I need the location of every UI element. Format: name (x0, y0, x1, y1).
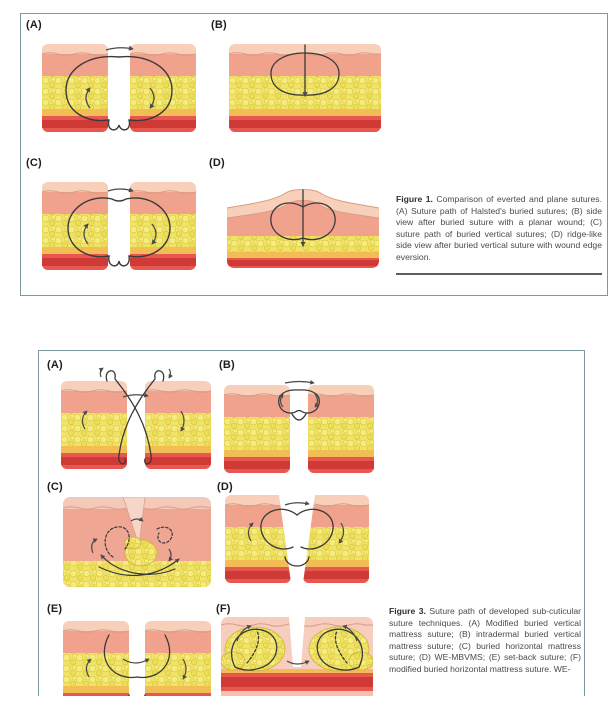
diagram-fig1-c-buried-vertical-suture (33, 176, 205, 276)
diagram-fig1-b-planar-wound-side-view (219, 38, 391, 138)
diagram-fig1-a-halsted-buried-suture (33, 38, 205, 138)
figure1-caption-rule (396, 273, 602, 275)
figure3-caption-text: Suture path of developed sub-cuticular suture techniques. (A) Modified buried vertical mattress suture; (B) intradermal buried vertical mattress suture; (C) buried horizontal mattress suture; (D) WE-MBVMS; (E) set-back suture; (F) modified buried horizontal mattress suture. WE- (389, 606, 581, 674)
diagram-fig3-a-modified-buried-vertical-mattress (55, 367, 215, 469)
figure3-panel-label-e: (E) (47, 603, 63, 615)
figure3-panel-label-d: (D) (217, 481, 233, 493)
figure1-panel-label-c: (C) (26, 157, 42, 169)
figure1-panel-label-a: (A) (26, 19, 42, 31)
figure1-panel-label-b: (B) (211, 19, 227, 31)
figure3-panel-label-f: (F) (216, 603, 231, 615)
diagram-fig3-e-set-back-suture (57, 615, 217, 696)
figure1-caption-text: Comparison of everted and plane sutures. (A) Suture path of Halsted's buried sutures; (B) side view after buried suture with a planar wound; (C) suture path of buried vertical sutures; (D) ridge-like side view after buried vertical suture with wound edge eversion. (396, 194, 602, 262)
figure1-caption-title: Figure 1. (396, 194, 433, 204)
figure3-caption (389, 606, 581, 676)
figure3-panel-label-b: (B) (219, 359, 235, 371)
diagram-fig3-c-buried-horizontal-mattress (57, 493, 217, 589)
figure1-caption (396, 194, 602, 275)
figure3-panel-label-c: (C) (47, 481, 63, 493)
diagram-fig3-f-modified-buried-horizontal-mattress (217, 615, 377, 696)
diagram-fig3-b-intradermal-buried-vertical-mattress (219, 379, 379, 475)
figure3-panel-label-a: (A) (47, 359, 63, 371)
figure1-box (20, 13, 608, 296)
figure1-panel-label-d: (D) (209, 157, 225, 169)
figure3-caption-title: Figure 3. (389, 606, 426, 616)
figure3-box (38, 350, 585, 696)
diagram-fig3-d-we-mbvms (217, 491, 377, 587)
diagram-fig1-d-everted-ridge-side-view (217, 174, 389, 274)
